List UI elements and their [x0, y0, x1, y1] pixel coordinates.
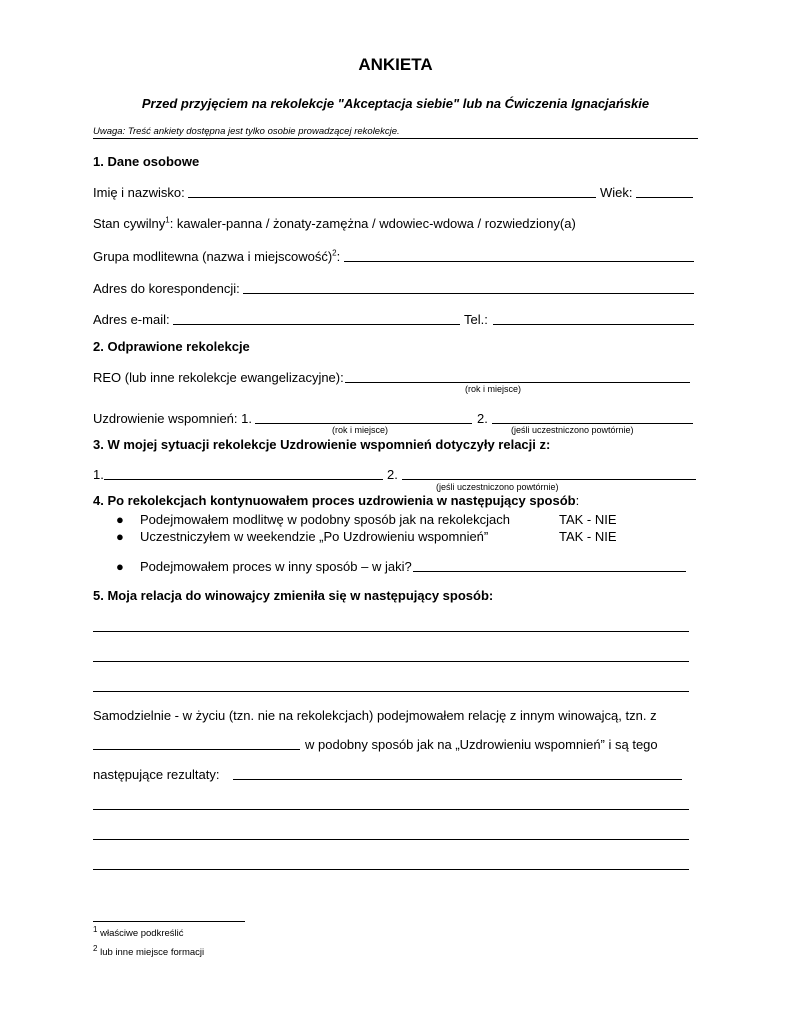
reo-field[interactable] — [345, 368, 690, 383]
page-title: ANKIETA — [358, 55, 433, 74]
offender-field[interactable] — [93, 735, 300, 750]
answer-line[interactable] — [93, 855, 689, 870]
section-4-heading-colon: : — [575, 493, 580, 508]
reo-label: REO (lub inne rekolekcje ewangelizacyjne): — [93, 370, 344, 385]
footnote-2 — [93, 943, 205, 958]
section-4-heading — [93, 493, 579, 508]
footnote-1-text: właściwe podkreślić — [100, 928, 184, 939]
continuation-item-3: Podejmowałem proces w inny sposób – w jaki? — [140, 559, 412, 574]
prayer-group-label: Grupa modlitewna (nazwa i miejscowość) — [93, 249, 333, 264]
civil-status-label: Stan cywilny — [93, 216, 166, 231]
answer-line[interactable] — [93, 795, 689, 810]
relation-hint-2: (jeśli uczestniczono powtórnie) — [436, 482, 559, 492]
bullet-icon: ● — [116, 529, 124, 544]
uzdrowienie-number-2: 2. — [477, 411, 488, 426]
uzdrowienie-field-2[interactable] — [492, 409, 693, 424]
section-5-heading: 5. Moja relacja do winowajcy zmieniła się w następujący sposób: — [93, 588, 494, 603]
answer-line[interactable] — [93, 677, 689, 692]
footnote-2-number: 2 — [93, 943, 98, 953]
tel-label: Tel.: — [464, 312, 488, 327]
header-divider — [93, 138, 698, 139]
continuation-item-1: Podejmowałem modlitwę w podobny sposób jak na rekolekcjach — [140, 512, 510, 527]
answer-line[interactable] — [93, 825, 689, 840]
footnote-1 — [93, 924, 184, 939]
relation-field-2[interactable] — [402, 465, 696, 480]
section-2-heading: 2. Odprawione rekolekcje — [93, 339, 250, 354]
relation-field-1[interactable] — [104, 465, 383, 480]
page-subtitle: Przed przyjęciem na rekolekcje "Akceptacja siebie" lub na Ćwiczenia Ignacjańskie — [141, 96, 650, 111]
prayer-group-field[interactable] — [344, 247, 694, 262]
answer-line[interactable] — [93, 617, 689, 632]
address-label: Adres do korespondencji: — [93, 281, 240, 296]
email-field[interactable] — [173, 310, 460, 325]
tel-field[interactable] — [493, 310, 694, 325]
email-label: Adres e-mail: — [93, 312, 170, 327]
name-label: Imię i nazwisko: — [93, 185, 185, 200]
independent-relation-text: Samodzielnie - w życiu (tzn. nie na rekolekcjach) podejmowałem relację z innym winowajcą, tzn. z — [93, 708, 657, 723]
continuation-item-2: Uczestniczyłem w weekendzie „Po Uzdrowieniu wspomnień” — [140, 529, 489, 544]
prayer-group-colon: : — [336, 249, 341, 264]
section-4-heading-text: 4. Po rekolekcjach kontynuowałem proces uzdrowienia w następujący sposób — [93, 493, 576, 508]
section-1-heading: 1. Dane osobowe — [93, 154, 200, 169]
civil-status-options: : kawaler-panna / żonaty-zamężna / wdowiec-wdowa / rozwiedziony(a) — [169, 216, 576, 231]
results-field[interactable] — [233, 765, 682, 780]
confidentiality-note: Uwaga: Treść ankiety dostępna jest tylko osobie prowadzącej rekolekcje. — [93, 126, 400, 137]
section-3-heading: 3. W mojej sytuacji rekolekcje Uzdrowienie wspomnień dotyczyły relacji z: — [93, 437, 551, 452]
address-field[interactable] — [243, 279, 694, 294]
similar-way-text: w podobny sposób jak na „Uzdrowieniu wspomnień” i są tego — [305, 737, 658, 752]
name-field[interactable] — [188, 183, 596, 198]
uzdrowienie-field-1[interactable] — [255, 409, 472, 424]
relation-number-1: 1. — [93, 467, 104, 482]
bullet-icon: ● — [116, 512, 124, 527]
footnote-1-number: 1 — [93, 924, 98, 934]
uzdrowienie-hint-2: (jeśli uczestniczono powtórnie) — [511, 425, 634, 435]
continuation-answer-2[interactable]: TAK - NIE — [559, 529, 617, 544]
relation-number-2: 2. — [387, 467, 398, 482]
reo-hint: (rok i miejsce) — [465, 384, 522, 394]
footnote-2-text: lub inne miejsce formacji — [100, 947, 205, 958]
footnote-ref-1: 1 — [165, 215, 170, 225]
uzdrowienie-label: Uzdrowienie wspomnień: 1. — [93, 411, 252, 426]
prayer-group-line — [93, 249, 340, 264]
age-field[interactable] — [636, 183, 693, 198]
continuation-answer-1[interactable]: TAK - NIE — [559, 512, 617, 527]
other-way-field[interactable] — [413, 557, 686, 572]
footnote-divider — [93, 921, 245, 922]
footnote-ref-2: 2 — [332, 248, 337, 258]
bullet-icon: ● — [116, 559, 124, 574]
uzdrowienie-hint-1: (rok i miejsce) — [332, 425, 389, 435]
results-label: następujące rezultaty: — [93, 767, 220, 782]
age-label: Wiek: — [600, 185, 633, 200]
civil-status-line — [93, 216, 576, 231]
answer-line[interactable] — [93, 647, 689, 662]
